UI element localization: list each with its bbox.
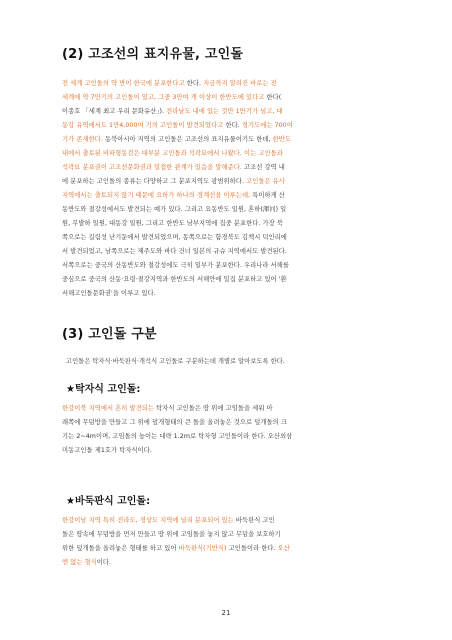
text-line — [62, 217, 394, 231]
text-line — [62, 105, 394, 119]
body-text: 고조선 강역 내 — [241, 164, 285, 171]
text-line — [62, 189, 394, 203]
subheading-table-type: ★탁자식 고인돌: — [66, 384, 141, 395]
text-line — [62, 259, 394, 273]
highlighted-text: 고인돌은 유사 — [246, 178, 285, 185]
text-line — [62, 161, 394, 175]
text-line — [62, 133, 394, 147]
body-text: 에 분포하는 고인돌의 종류는 다양하고 그 분포지역도 광범위하다. — [62, 178, 247, 185]
body-text: 위한 덮개돌을 올려놓은 형태를 하고 있어 — [62, 545, 179, 552]
section-heading-dolmen-relics: (2) 고조선의 표지유물, 고인돌 — [62, 47, 244, 62]
text-line — [62, 556, 394, 570]
highlighted-text: 전 세계 고인돌의 약 반이 한국에 분포한다고 — [62, 80, 185, 87]
highlighted-text: 기가 존재한다. — [62, 136, 105, 143]
body-text: 바둑판식 고인 — [233, 517, 275, 524]
body-text: 돌은 땅속에 무덤방을 먼저 만들고 땅 위에 고임돌을 놓지 않고 무덤을 보호하기 — [62, 531, 281, 538]
highlighted-text: 석곽묘 분포권이 고조선문화권과 밀접한 관계가 있음을 말해준다. — [62, 164, 242, 171]
subheading-baduk-type: ★바둑판식 고인돌: — [66, 496, 151, 507]
text-line — [62, 203, 394, 217]
highlighted-text: 경기도에는 700여 — [241, 122, 293, 129]
body-text: 동북아시아 지역의 고인돌은 고조선의 표지유물이기도 한데, — [104, 136, 273, 143]
body-text: 래쪽에 무덤방을 만들고 그 위에 덮개형태의 큰 돌을 올려놓은 것으로 덮개돌의 크 — [62, 419, 287, 426]
body-text: 이다. — [96, 559, 112, 566]
text-line — [62, 147, 394, 161]
text-line — [62, 528, 394, 542]
body-text: 한다. — [223, 122, 242, 129]
highlighted-text: 지금까지 알려진 바로는 전 — [203, 80, 277, 87]
text-line — [62, 77, 394, 91]
section-heading-dolmen-types: (3) 고인돌 구분 — [62, 327, 157, 342]
body-text: 서 발견되었고, 남쪽으로는 제주도와 바다 건너 일본의 규슈 지역에서도 발견된다. — [62, 248, 287, 255]
highlighted-text: 내에서 출토된 비파형동검은 대부분 고인돌과 석곽묘에서 나왔다. 이는 고인돌과 — [62, 150, 283, 157]
highlighted-text: 전라남도 내에 있는 것만 1만기가 넘고, 대 — [166, 108, 283, 115]
text-line — [62, 273, 394, 287]
paragraph-dolmen-distribution — [62, 77, 394, 301]
body-text: 탁자식 고인돌은 땅 위에 고임돌을 세워 아 — [154, 405, 273, 412]
body-text: 특이하게 산 — [250, 192, 285, 199]
highlighted-text: 동강 유역에서도 1만4,000여 기의 고인돌이 발견되었다고 — [62, 122, 224, 129]
text-line — [62, 287, 394, 301]
text-line — [62, 514, 394, 528]
body-text: 한다( — [264, 94, 282, 101]
text-line — [62, 402, 394, 416]
highlighted-text: 한강이남 지역 특히 전라도, 경상도 지역에 널리 분포되어 있는 — [62, 517, 234, 524]
highlighted-text: 한반도 — [272, 136, 292, 143]
text-line — [62, 91, 394, 105]
highlighted-text: 지역에서는 출토되지 않기 때문에 요하가 하나의 경계선을 이루는데, — [62, 192, 251, 199]
text-line — [62, 416, 394, 430]
body-text: 서쪽으로는 중국의 산동반도와 절강성에도 극히 일부가 분포한다. 우리나라 서해를 — [62, 262, 289, 269]
highlighted-text: 바둑판식(기반식) — [178, 545, 227, 552]
text-line — [62, 542, 394, 556]
paragraph-types-intro: 고인돌은 탁자식·바둑판식·개석식 고인돌로 구분하는데 개별로 알아보도록 한다. — [66, 358, 285, 365]
body-text: 미동고인돌 제1호가 탁자식이다. — [62, 447, 152, 454]
text-line — [62, 245, 394, 259]
highlighted-text: 세계에 약 7만기의 고인돌이 있고, 그중 3만여 개 이상이 한반도에 있다고 — [62, 94, 265, 101]
text-line — [62, 444, 394, 458]
paragraph-baduk-type — [62, 514, 394, 570]
body-text: 이종호 「세계 최고 우리 문화유산」). — [62, 108, 167, 115]
page-number: 21 — [221, 609, 231, 617]
paragraph-table-type — [62, 402, 394, 458]
body-text: 쪽으로는 길림성 난기둔에서 발견되었으며, 동쪽으로는 함경북도 김책시 덕인리에 — [62, 234, 287, 241]
body-text: 중심으로 중국의 산동·요령·절강지역과 한반도의 서해안에 밀집 분포하고 있어 '환 — [62, 276, 287, 283]
body-text: 서해고인돌문화권'을 이루고 있다. — [62, 290, 156, 297]
text-line — [62, 231, 394, 245]
text-line — [62, 119, 394, 133]
highlighted-text: 엔 없는 형식 — [62, 559, 97, 566]
body-text: 기는 2~4m이며, 고임돌의 높이는 대략 1.2m로 탁자형 고인돌이라 한다. 오산외삼 — [62, 433, 293, 440]
highlighted-text: 한강이북 지역에서 흔히 발견되는 — [62, 405, 155, 412]
body-text: 한다. — [184, 80, 204, 87]
body-text: 원, 무발하 일원, 대동강 일원, 그리고 한반도 남부지역에 집중 분포한다. 가장 북 — [62, 220, 283, 227]
highlighted-text: 오산 — [277, 545, 290, 552]
text-line — [62, 175, 394, 189]
body-text: 동반도와 절강성에서도 발견되는 예가 있다. 그리고 요동반도 일원, 혼하(渾河) 일 — [62, 206, 287, 213]
text-line — [62, 430, 394, 444]
body-text: 고인돌이라 한다. — [226, 545, 278, 552]
